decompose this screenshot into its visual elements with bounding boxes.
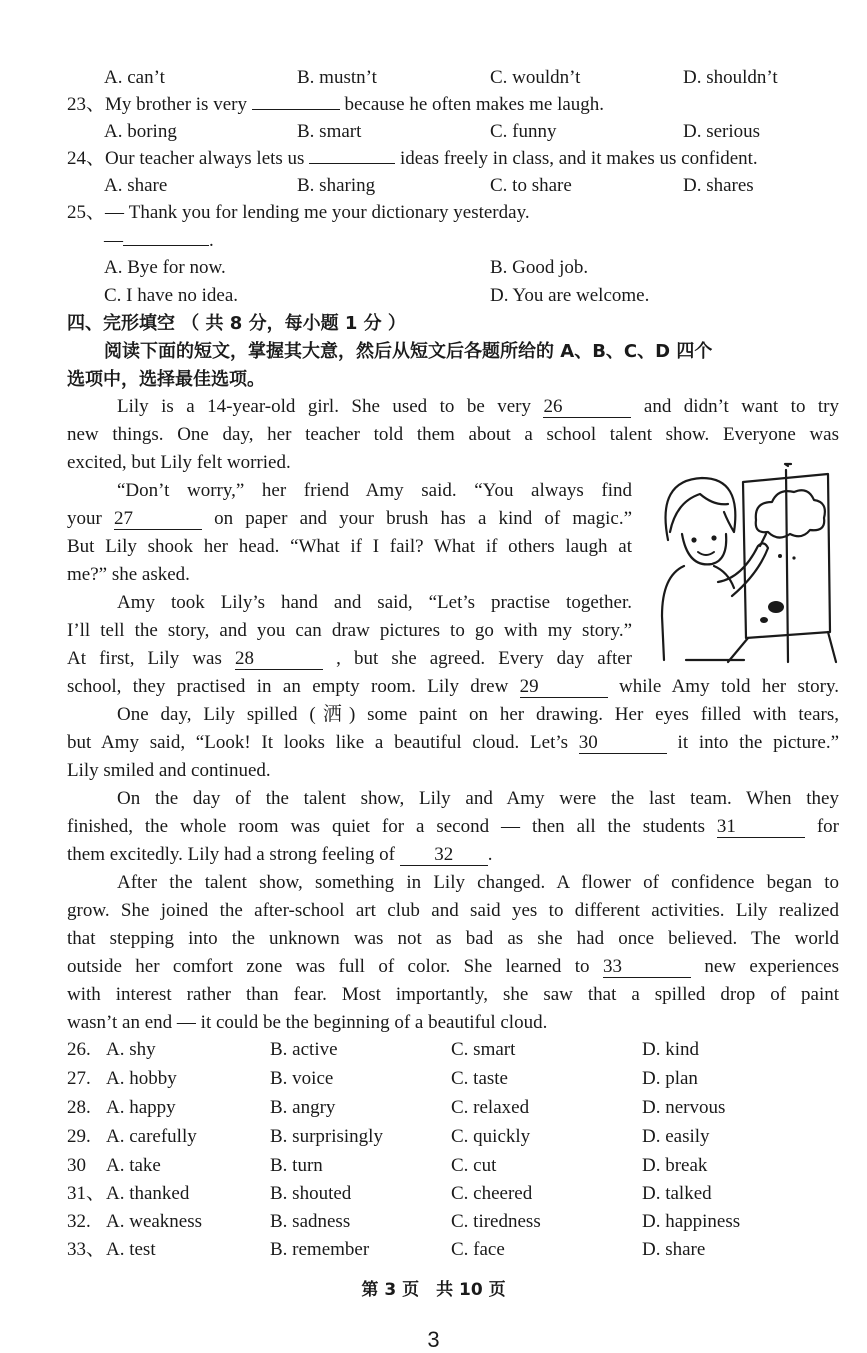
option-row: 26.	[67, 1039, 91, 1060]
option-b: B. voice	[270, 1068, 334, 1089]
q25-option-a: A. Bye for now.	[104, 257, 226, 278]
passage-line: One day, Lily spilled (洒) some paint on her drawing. Her eyes filled with tears,	[117, 704, 839, 725]
option-a: A. take	[106, 1155, 161, 1176]
option-c: C. cheered	[451, 1183, 533, 1204]
passage-line: grow. She joined the after-school art club and said yes to different activities. Lily realized	[67, 900, 839, 921]
q24-option-c: C. to share	[490, 175, 572, 196]
passage-line: your 27 on paper and your brush has a kind of magic.”	[67, 508, 632, 529]
option-a: A. hobby	[106, 1068, 177, 1089]
blank-33: 33	[603, 957, 691, 978]
option-row: 28.	[67, 1097, 91, 1118]
q24-option-a: A. share	[104, 175, 168, 196]
option-b: B. remember	[270, 1239, 370, 1260]
blank-31: 31	[717, 817, 805, 838]
option-d: D. plan	[642, 1068, 698, 1089]
passage-line: that stepping into the unknown was not as bad as she had once believed. The world	[67, 928, 839, 949]
passage-line: I’ll tell the story, and you can draw pictures to go with my story.”	[67, 620, 632, 641]
q22-option-a: A. can’t	[104, 67, 165, 88]
option-row: 31、	[67, 1183, 106, 1204]
option-c: C. quickly	[451, 1126, 531, 1147]
q25-option-c: C. I have no idea.	[104, 285, 239, 306]
section-instructions-cont: 选项中，选择最佳选项。	[67, 369, 265, 390]
option-d: D. break	[642, 1155, 708, 1176]
option-row: 32.	[67, 1211, 91, 1232]
passage-line: wasn’t an end — it could be the beginning of a beautiful cloud.	[67, 1012, 548, 1033]
passage-line: with interest rather than fear. Most importantly, she saw that a spilled drop of paint	[67, 984, 839, 1005]
option-d: D. talked	[642, 1183, 712, 1204]
q23-option-a: A. boring	[104, 121, 177, 142]
q23-blank	[252, 109, 340, 110]
option-b: B. surprisingly	[270, 1126, 383, 1147]
passage-line: finished, the whole room was quiet for a second — then all the students 31 for	[67, 816, 839, 837]
option-a: A. thanked	[106, 1183, 190, 1204]
passage-line: After the talent show, something in Lily changed. A flower of confidence began to	[117, 872, 839, 893]
q25-blank	[123, 245, 209, 246]
blank-26: 26	[543, 397, 631, 418]
option-row: 33、	[67, 1239, 106, 1260]
option-d: D. nervous	[642, 1097, 726, 1118]
option-c: C. smart	[451, 1039, 516, 1060]
q25-option-d: D. You are welcome.	[490, 285, 650, 306]
option-d: D. happiness	[642, 1211, 741, 1232]
q25-stem: 25、— Thank you for lending me your dictionary yesterday.	[67, 202, 530, 223]
option-row: 29.	[67, 1126, 91, 1147]
option-b: B. active	[270, 1039, 338, 1060]
q24-blank	[309, 163, 395, 164]
passage-line: school, they practised in an empty room. Lily drew 29 while Amy told her story.	[67, 676, 840, 697]
q23-option-d: D. serious	[683, 121, 761, 142]
passage-line: On the day of the talent show, Lily and Amy were the last team. When they	[117, 788, 839, 809]
passage-line: excited, but Lily felt worried.	[67, 452, 291, 473]
option-d: D. kind	[642, 1039, 699, 1060]
option-b: B. sadness	[270, 1211, 351, 1232]
q23-number: 23、	[67, 94, 106, 115]
passage-line: At first, Lily was 28 , but she agreed. Every day after	[67, 648, 633, 669]
option-a: A. shy	[106, 1039, 156, 1060]
blank-28: 28	[235, 649, 323, 670]
option-c: C. face	[451, 1239, 505, 1260]
q24-stem: 24、Our teacher always lets us ideas freely in class, and it makes us confident.	[67, 148, 758, 169]
passage-line: them excitedly. Lily had a strong feeling of 32 .	[67, 844, 493, 865]
option-c: C. cut	[451, 1155, 497, 1176]
q24-option-b: B. sharing	[297, 175, 376, 196]
passage-line: But Lily shook her head. “What if I fail? What if others laugh at	[67, 536, 632, 557]
q25-number: 25、	[67, 202, 106, 223]
q25-option-b: B. Good job.	[490, 257, 589, 278]
option-d: D. easily	[642, 1126, 710, 1147]
section-title: 四、完形填空 （ 共 8 分，每小题 1 分 ）	[67, 313, 406, 334]
passage-line: Lily is a 14-year-old girl. She used to be very 26 and didn’t want to try	[117, 396, 839, 417]
q24-number: 24、	[67, 148, 106, 169]
q22-option-d: D. shouldn’t	[683, 67, 778, 88]
q23-option-c: C. funny	[490, 121, 557, 142]
section-instructions: 阅读下面的短文，掌握其大意，然后从短文后各题所给的 A、B、C、D 四个	[104, 341, 713, 362]
q23-stem: 23、My brother is very because he often makes me laugh.	[67, 94, 605, 115]
blank-27: 27	[114, 509, 202, 530]
option-a: A. happy	[106, 1097, 176, 1118]
passage-line: Amy took Lily’s hand and said, “Let’s practise together.	[117, 592, 632, 613]
option-d: D. share	[642, 1239, 706, 1260]
option-a: A. carefully	[106, 1126, 197, 1147]
passage-line: outside her comfort zone was full of color. She learned to 33 new experiences	[67, 956, 840, 977]
option-b: B. turn	[270, 1155, 323, 1176]
q23-option-b: B. smart	[297, 121, 362, 142]
q25-response: — .	[104, 230, 214, 251]
page-number: 3	[427, 1327, 440, 1352]
option-c: C. taste	[451, 1068, 508, 1089]
option-row: 30	[67, 1155, 86, 1176]
option-a: A. weakness	[106, 1211, 203, 1232]
blank-32: 32	[400, 845, 488, 866]
passage-line: new things. One day, her teacher told them about a school talent show. Everyone was	[67, 424, 839, 445]
option-row: 27.	[67, 1068, 91, 1089]
q22-option-b: B. mustn’t	[297, 67, 377, 88]
girl-painting-illustration	[648, 462, 838, 664]
option-c: C. relaxed	[451, 1097, 530, 1118]
option-b: B. angry	[270, 1097, 336, 1118]
passage-line: but Amy said, “Look! It looks like a beautiful cloud. Let’s 30 it into the picture.”	[67, 732, 840, 753]
passage-line: Lily smiled and continued.	[67, 760, 271, 781]
passage-line: me?” she asked.	[67, 564, 190, 585]
q22-option-c: C. wouldn’t	[490, 67, 581, 88]
blank-29: 29	[520, 677, 608, 698]
q24-option-d: D. shares	[683, 175, 754, 196]
option-c: C. tiredness	[451, 1211, 541, 1232]
page-footer: 第 3 页 共 10 页	[361, 1280, 506, 1300]
option-a: A. test	[106, 1239, 156, 1260]
passage-line: “Don’t worry,” her friend Amy said. “You always find	[117, 480, 632, 501]
blank-30: 30	[579, 733, 667, 754]
option-b: B. shouted	[270, 1183, 352, 1204]
